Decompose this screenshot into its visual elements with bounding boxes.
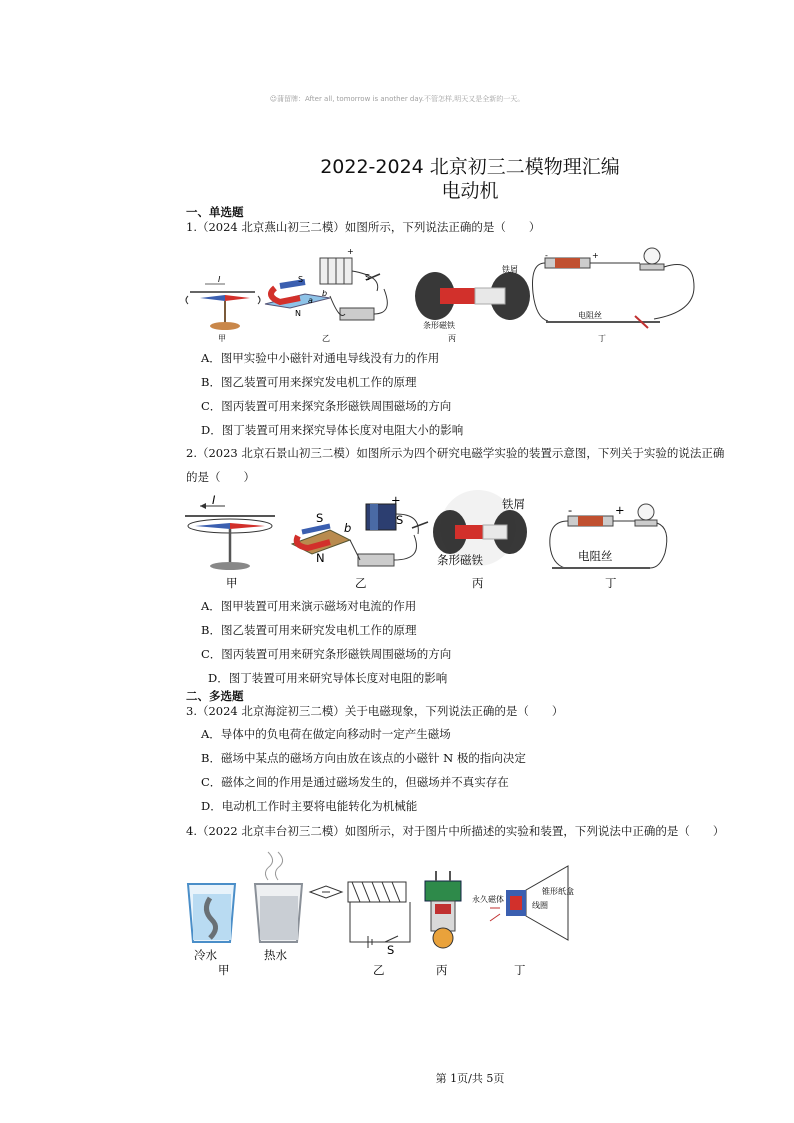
question-2-figure <box>180 494 740 594</box>
question-3-stem: 3.（2024 北京海淀初三二模）关于电磁现象，下列说法正确的是（ ） <box>186 704 564 718</box>
q1-option-a: A．图甲实验中小磁针对通电导线没有力的作用 <box>201 351 440 365</box>
page-title: 2022-2024 北京初三二模物理汇编 <box>320 156 620 178</box>
q1-option-d: D．图丁装置可用来探究导体长度对电阻大小的影响 <box>201 423 464 437</box>
q2-option-d: D．图丁装置可用来研究导体长度对电阻的影响 <box>208 671 448 685</box>
fig1-label-a: a <box>308 296 313 305</box>
fig4-label-ding: 丁 <box>514 963 526 977</box>
fig1-current-label: I <box>218 275 221 284</box>
fig1-label-ding: 丁 <box>598 334 606 343</box>
question-2-figure-svg <box>180 494 740 594</box>
fig2-label-filings: 铁屑 <box>502 497 525 511</box>
q1-option-c: C．图丙装置可用来探究条形磁铁周围磁场的方向 <box>201 399 452 413</box>
fig1-ding-circuit <box>533 248 695 328</box>
fig1-label-N: N <box>295 309 301 318</box>
fig4-label-hot: 热水 <box>264 948 287 962</box>
fig1-label-bing: 丙 <box>448 334 456 343</box>
q2-option-a: A．图甲装置可用来演示磁场对电流的作用 <box>201 599 417 613</box>
fig1-label-b: b <box>322 289 328 298</box>
fig4-engine <box>425 871 461 948</box>
q3-option-d: D．电动机工作时主要将电能转化为机械能 <box>201 799 418 813</box>
fig2-label-bing: 丙 <box>472 576 484 590</box>
fig2-label-S: S <box>316 511 324 525</box>
fig2-label-N: N <box>316 551 325 565</box>
question-1-figure <box>180 246 730 346</box>
fig1-label-bar-magnet: 条形磁铁 <box>423 321 455 330</box>
question-1-figure-svg <box>180 246 730 346</box>
fig2-label-minus: - <box>568 503 573 517</box>
fig2-label-plus: + <box>391 493 401 507</box>
fig1-label-plus-2: + <box>592 251 599 260</box>
fig2-yi-apparatus <box>292 504 428 566</box>
fig1-label-filings: 铁屑 <box>502 265 518 274</box>
fig4-label-cone: 锥形纸盒 <box>542 887 574 896</box>
page-subtitle: 电动机 <box>441 180 499 202</box>
fig2-label-bar-magnet: 条形磁铁 <box>437 553 483 567</box>
fig4-label-cold: 冷水 <box>194 948 217 962</box>
section-single-choice: 一、单选题 <box>186 205 244 219</box>
q2-option-b: B．图乙装置可用来研究发电机工作的原理 <box>201 623 417 637</box>
fig2-label-wire: 电阻丝 <box>578 549 613 563</box>
fig2-label-b: b <box>344 521 352 535</box>
fig2-label-ding: 丁 <box>605 576 617 590</box>
fig4-label-bing: 丙 <box>436 963 448 977</box>
watermark: ☺蒲留牌：After all, tomorrow is another day.不管怎样,明天又是全新的一天。 <box>269 95 525 103</box>
q3-option-a: A．导体中的负电荷在做定向移动时一定产生磁场 <box>201 727 451 741</box>
question-4-figure-svg <box>180 846 580 976</box>
fig4-hot-water-cup <box>255 852 302 942</box>
fig4-label-switch: S <box>387 943 395 957</box>
fig1-label-plus: + <box>347 247 354 256</box>
fig1-jia-compass <box>186 284 260 330</box>
fig4-label-coil: 线圈 <box>532 901 548 910</box>
q1-option-b: B．图乙装置可用来探究发电机工作的原理 <box>201 375 417 389</box>
section-multi-choice: 二、多选题 <box>186 689 244 703</box>
fig1-label-jia: 甲 <box>218 334 226 343</box>
question-1-stem: 1.（2024 北京燕山初三二模）如图所示，下列说法正确的是（ ） <box>186 220 541 234</box>
fig1-label-minus: - <box>545 251 548 260</box>
fig2-label-plus-2: + <box>615 503 625 517</box>
fig2-label-yi: 乙 <box>355 576 367 590</box>
fig2-current-label: I <box>212 493 216 507</box>
fig4-label-permanent-magnet: 永久磁体 <box>472 895 504 904</box>
fig4-label-jia: 甲 <box>218 963 230 977</box>
fig2-label-jia: 甲 <box>226 576 238 590</box>
fig1-bing-magnet <box>415 272 530 320</box>
page-footer: 第 1页/共 5页 <box>435 1072 505 1085</box>
fig1-label-switch-S: S <box>365 273 371 282</box>
fig2-label-switch-S: S <box>396 513 404 527</box>
fig4-cold-water-cup <box>188 884 235 942</box>
question-2-stem-line1: 2.（2023 北京石景山初三二模）如图所示为四个研究电磁学实验的装置示意图，下列关于实验的说法正确 <box>186 446 725 460</box>
fig1-label-wire: 电阻丝 <box>578 311 602 320</box>
fig1-label-S: S <box>298 275 304 284</box>
q3-option-c: C．磁体之间的作用是通过磁场发生的，但磁场并不真实存在 <box>201 775 509 789</box>
question-4-figure <box>180 846 580 976</box>
question-4-stem: 4.（2022 北京丰台初三二模）如图所示，对于图片中所描述的实验和装置，下列说法中正确的是（ ） <box>186 824 725 838</box>
fig1-label-yi: 乙 <box>322 334 330 343</box>
fig2-jia-compass <box>185 503 275 570</box>
fig4-label-yi: 乙 <box>373 963 385 977</box>
q3-option-b: B．磁场中某点的磁场方向由放在该点的小磁针 N 极的指向决定 <box>201 751 526 765</box>
q2-option-c: C．图丙装置可用来研究条形磁铁周围磁场的方向 <box>201 647 452 661</box>
question-2-stem-line2: 的是（ ） <box>186 470 255 484</box>
fig4-solenoid-circuit <box>310 882 410 948</box>
